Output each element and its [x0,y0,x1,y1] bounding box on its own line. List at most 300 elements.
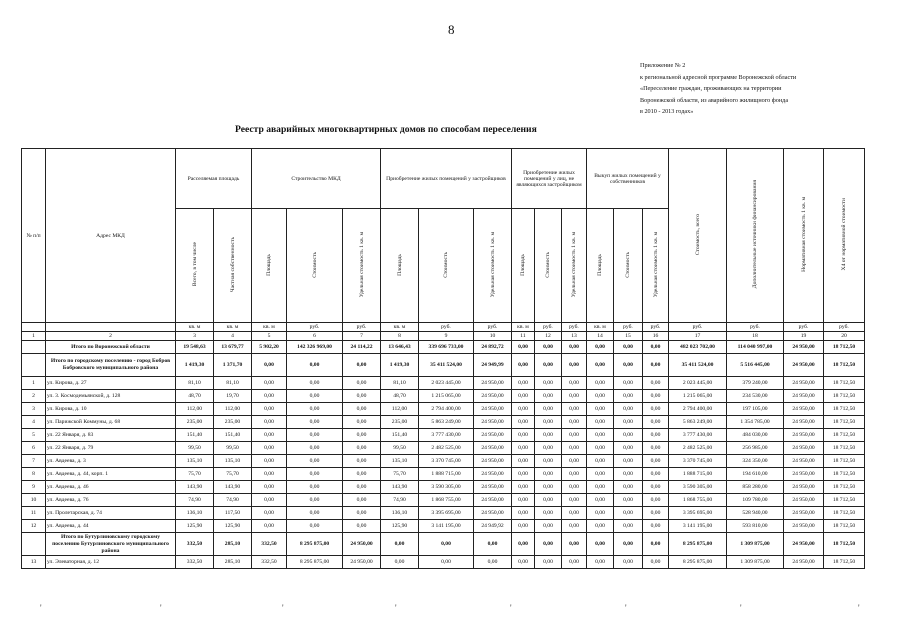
row-number-cell: 10 [22,494,46,507]
table-cell: 24 892,72 [474,341,512,354]
table-cell: 24 950,00 [474,507,512,520]
header-extra-funding: Дополнительные источники финансирования [727,149,784,323]
table-row [22,429,865,442]
table-cell: 1 215 065,00 [419,390,474,403]
table-cell: 528 940,00 [727,507,784,520]
column-number-cell: 3 [176,332,214,341]
table-cell: 24 950,00 [343,556,381,569]
table-cell: 332,50 [176,533,214,556]
table-cell: 74,90 [381,494,419,507]
table-cell: 3 590 305,00 [419,481,474,494]
header-unit-cost: Удельная стоимость 1 кв. м [562,209,587,323]
table-cell: 74,90 [176,494,214,507]
units-cell: кв. м [252,323,287,332]
table-cell: 24 950,00 [784,481,824,494]
address-cell: ул. Авдеева, д. 44 [46,520,176,533]
table-cell: 0,00 [252,429,287,442]
table-cell: 0,00 [535,377,562,390]
table-cell: 0,00 [562,429,587,442]
table-cell: 0,00 [381,533,419,556]
table-cell: 0,00 [614,494,643,507]
table-cell: 0,00 [587,507,614,520]
table-cell: 1 309 875,00 [727,533,784,556]
table-cell: 24 950,00 [784,403,824,416]
table-cell: 24 950,00 [474,442,512,455]
table-cell: 0,00 [287,429,343,442]
table-cell: 13 679,77 [214,341,252,354]
table-cell: 2 023 445,00 [419,377,474,390]
table-cell: 0,00 [587,403,614,416]
row-number-cell: 12 [22,520,46,533]
table-cell: 1 888 715,00 [669,468,727,481]
table-cell: 24 950,00 [784,533,824,556]
table-cell: 0,00 [587,494,614,507]
table-cell: 5 863 249,00 [669,416,727,429]
table-cell: 0,00 [587,520,614,533]
table-cell: 0,00 [614,507,643,520]
table-cell: 0,00 [343,377,381,390]
table-row [22,442,865,455]
table-cell: 18 712,50 [824,533,865,556]
subtotal-row [22,354,865,377]
table-cell: 48,70 [381,390,419,403]
table-cell: 0,00 [643,520,669,533]
table-cell: 5 516 445,00 [727,354,784,377]
table-cell: 197 105,00 [727,403,784,416]
column-number-row [22,332,865,341]
units-cell [22,323,46,332]
table-cell: 0,00 [587,455,614,468]
table-cell: 332,50 [252,533,287,556]
table-cell: 0,00 [535,390,562,403]
table-cell: 8 295 875,00 [287,533,343,556]
registry-table [21,148,865,569]
column-number-cell: 12 [535,332,562,341]
column-number-cell: 20 [824,332,865,341]
table-cell: 0,00 [287,468,343,481]
table-cell: 0,00 [562,403,587,416]
table-cell: 1 371,70 [214,354,252,377]
table-cell: 3 777 430,00 [669,429,727,442]
units-cell: руб. [643,323,669,332]
table-cell: 0,00 [614,468,643,481]
table-cell: 0,00 [614,533,643,556]
table-cell: 24 950,00 [784,455,824,468]
table-cell: 24 950,00 [784,416,824,429]
appendix-line: к региональной адресной программе Воронежской области [640,73,797,81]
table-cell: 24 950,00 [784,429,824,442]
header-construction: Строительство МКД [252,149,381,209]
table-cell: 0,00 [343,481,381,494]
table-cell: 81,10 [176,377,214,390]
table-cell: 3 370 745,00 [419,455,474,468]
table-cell: 0,00 [287,442,343,455]
row-number-cell: 4 [22,416,46,429]
table-cell: 0,00 [512,390,535,403]
table-cell: 0,00 [614,377,643,390]
table-cell: 0,00 [587,556,614,569]
table-cell: 24 950,00 [784,341,824,354]
header-max-cost: Х4 от нормативной стоимости [824,149,865,323]
table-cell: 0,00 [562,416,587,429]
row-number-cell [22,354,46,377]
table-cell: 24 950,00 [784,494,824,507]
table-cell: 0,00 [587,481,614,494]
row-number-cell: 7 [22,455,46,468]
table-cell: 324 350,00 [727,455,784,468]
table-cell: 1 354 785,00 [727,416,784,429]
table-cell: 0,00 [343,507,381,520]
table-cell: 0,00 [512,429,535,442]
table-cell: 0,00 [343,520,381,533]
units-cell: руб. [669,323,727,332]
table-cell: 24 950,00 [343,533,381,556]
address-cell: Итого по Бутурлиновскому городскому поселению Бутурлиновского муниципального района [46,533,176,556]
table-cell: 0,00 [512,520,535,533]
table-cell: 18 712,50 [824,390,865,403]
subtotal-row [22,533,865,556]
table-cell: 0,00 [252,390,287,403]
column-number-cell: 8 [381,332,419,341]
table-cell: 0,00 [587,416,614,429]
table-cell: 0,00 [643,556,669,569]
bottom-mark: ' [510,603,512,613]
row-number-cell [22,533,46,556]
table-cell: 0,00 [643,377,669,390]
table-cell: 0,00 [643,481,669,494]
address-cell: ул. 22 Января, д. 79 [46,442,176,455]
table-cell: 0,00 [614,416,643,429]
units-cell: руб. [562,323,587,332]
table-cell: 0,00 [614,481,643,494]
column-number-cell: 7 [343,332,381,341]
appendix-line: Воронежской области, из аварийного жилищного фонда [640,96,789,104]
page-number: 8 [448,22,455,37]
column-number-cell: 13 [562,332,587,341]
table-cell: 0,00 [512,354,535,377]
table-cell: 18 712,50 [824,468,865,481]
table-cell: 0,00 [252,442,287,455]
table-cell: 1 868 755,00 [419,494,474,507]
table-cell: 0,00 [643,390,669,403]
subtotal-row [22,341,865,354]
table-cell: 99,50 [176,442,214,455]
table-cell: 0,00 [587,533,614,556]
table-cell: 8 295 875,00 [669,556,727,569]
table-cell: 136,10 [176,507,214,520]
table-cell: 18 712,50 [824,520,865,533]
table-cell: 8 295 875,00 [287,556,343,569]
row-number-cell: 6 [22,442,46,455]
table-cell: 1 888 715,00 [419,468,474,481]
table-cell: 75,70 [381,468,419,481]
table-row [22,455,865,468]
table-cell: 0,00 [419,556,474,569]
table-cell: 0,00 [535,507,562,520]
table-cell: 0,00 [562,377,587,390]
column-number-cell: 19 [784,332,824,341]
column-number-cell: 17 [669,332,727,341]
table-cell: 0,00 [643,403,669,416]
header-norm-cost: Нормативная стоимость 1 кв. м [784,149,824,323]
table-cell: 0,00 [562,533,587,556]
units-cell: руб. [287,323,343,332]
table-cell: 0,00 [512,494,535,507]
table-cell: 0,00 [562,494,587,507]
table-cell: 19 548,63 [176,341,214,354]
table-cell: 18 712,50 [824,354,865,377]
table-cell: 0,00 [643,533,669,556]
column-number-cell: 16 [643,332,669,341]
table-cell: 858 280,00 [727,481,784,494]
table-cell: 332,50 [252,556,287,569]
table-cell: 0,00 [587,429,614,442]
header-cost: Стоимость [287,209,343,323]
header-unit-cost: Удельная стоимость 1 кв. м [343,209,381,323]
header-area: Площадь [252,209,287,323]
table-cell: 8 295 875,00 [669,533,727,556]
table-cell: 0,00 [343,468,381,481]
table-cell: 0,00 [343,429,381,442]
table-cell: 0,00 [643,354,669,377]
table-cell: 24 949,99 [474,354,512,377]
table-cell: 24 950,00 [784,390,824,403]
table-cell: 125,90 [214,520,252,533]
table-cell: 0,00 [343,390,381,403]
row-number-cell: 8 [22,468,46,481]
table-row [22,416,865,429]
table-cell: 142 326 969,00 [287,341,343,354]
table-cell: 18 712,50 [824,494,865,507]
table-cell: 24 950,00 [474,416,512,429]
table-cell: 0,00 [512,377,535,390]
row-number-cell: 9 [22,481,46,494]
table-cell: 0,00 [587,341,614,354]
row-number-cell: 2 [22,390,46,403]
header-area: Площадь [381,209,419,323]
table-cell: 125,90 [381,520,419,533]
address-cell: ул. Авдеева, д. 76 [46,494,176,507]
table-cell: 0,00 [643,442,669,455]
table-cell: 0,00 [535,520,562,533]
table-cell: 135,10 [381,455,419,468]
table-row [22,377,865,390]
address-cell: ул. Элеваторная, д. 12 [46,556,176,569]
table-cell: 0,00 [474,556,512,569]
bottom-mark: ' [395,603,397,613]
table-cell: 109 780,00 [727,494,784,507]
bottom-mark: ' [740,603,742,613]
header-unit-cost: Удельная стоимость 1 кв. м [643,209,669,323]
table-cell: 24 950,00 [474,403,512,416]
table-cell: 0,00 [287,481,343,494]
table-row [22,481,865,494]
table-cell: 0,00 [512,481,535,494]
table-cell: 18 712,50 [824,403,865,416]
row-number-cell: 3 [22,403,46,416]
table-cell: 0,00 [614,403,643,416]
table-cell: 0,00 [562,507,587,520]
table-cell: 35 411 524,00 [419,354,474,377]
header-unit-cost: Удельная стоимость 1 кв. м [474,209,512,323]
units-cell [46,323,176,332]
header-cost-total: Стоимость, всего [669,149,727,323]
table-cell: 332,50 [176,556,214,569]
table-cell: 0,00 [535,455,562,468]
address-cell: ул. Авдеева, д. 44, корп. 1 [46,468,176,481]
header-total-incl: Всего, в том числе [176,209,214,323]
address-cell: Итого по Воронежской области [46,341,176,354]
table-cell: 125,90 [176,520,214,533]
table-cell: 24 950,00 [474,377,512,390]
table-cell: 0,00 [587,468,614,481]
column-number-cell: 10 [474,332,512,341]
table-cell: 18 712,50 [824,481,865,494]
table-cell: 135,10 [214,455,252,468]
table-cell: 143,90 [381,481,419,494]
table-cell: 112,00 [381,403,419,416]
units-cell: кв. м [381,323,419,332]
table-cell: 3 141 195,00 [419,520,474,533]
table-cell: 24 950,00 [474,481,512,494]
table-cell: 0,00 [614,390,643,403]
table-cell: 3 590 305,00 [669,481,727,494]
table-cell: 0,00 [343,442,381,455]
column-number-cell: 18 [727,332,784,341]
table-cell: 3 370 745,00 [669,455,727,468]
table-cell: 24 950,00 [784,556,824,569]
table-cell: 0,00 [419,533,474,556]
table-cell: 114 040 997,00 [727,341,784,354]
units-cell: руб. [614,323,643,332]
table-cell: 0,00 [643,429,669,442]
table-cell: 0,00 [535,494,562,507]
table-cell: 235,00 [214,416,252,429]
table-row [22,494,865,507]
column-number-cell: 9 [419,332,474,341]
table-cell: 0,00 [287,507,343,520]
table-cell: 0,00 [512,403,535,416]
table-cell: 0,00 [287,377,343,390]
address-cell: ул. 3. Космодемьянской, д. 128 [46,390,176,403]
table-cell: 81,10 [214,377,252,390]
table-cell: 0,00 [287,494,343,507]
table-cell: 48,70 [176,390,214,403]
table-cell: 1 419,30 [176,354,214,377]
table-cell: 0,00 [343,416,381,429]
table-cell: 24 950,00 [474,429,512,442]
table-cell: 0,00 [535,556,562,569]
table-cell: 0,00 [287,520,343,533]
table-cell: 18 712,50 [824,341,865,354]
table-row [22,403,865,416]
document-title: Реестр аварийных многоквартирных домов по способам переселения [235,124,537,135]
table-cell: 151,40 [176,429,214,442]
table-cell: 112,00 [176,403,214,416]
address-cell: ул. Пролетарская, д. 74 [46,507,176,520]
table-cell: 35 411 524,00 [669,354,727,377]
table-cell: 2 023 445,00 [669,377,727,390]
table-cell: 18 712,50 [824,556,865,569]
table-cell: 0,00 [512,556,535,569]
table-cell: 0,00 [614,520,643,533]
units-cell: руб. [824,323,865,332]
units-cell: кв. м [587,323,614,332]
table-cell: 0,00 [587,354,614,377]
table-cell: 0,00 [643,468,669,481]
units-row [22,323,865,332]
table-cell: 24 950,00 [474,468,512,481]
table-cell: 74,90 [214,494,252,507]
header-non-developers: Приобретение жилых помещений у лиц, не являющихся застройщиком [512,149,587,209]
table-cell: 2 482 525,00 [669,442,727,455]
units-cell: руб. [727,323,784,332]
table-cell: 18 712,50 [824,455,865,468]
table-cell: 0,00 [252,507,287,520]
table-cell: 18 712,50 [824,377,865,390]
table-cell: 151,40 [381,429,419,442]
table-cell: 0,00 [614,354,643,377]
table-cell: 0,00 [643,455,669,468]
table-cell: 24 950,00 [474,390,512,403]
table-cell: 24 950,00 [474,455,512,468]
table-cell: 0,00 [252,520,287,533]
table-cell: 24 114,22 [343,341,381,354]
table-row [22,468,865,481]
table-cell: 2 794 400,00 [419,403,474,416]
row-number-cell [22,341,46,354]
table-cell: 285,10 [214,556,252,569]
table-cell: 135,10 [176,455,214,468]
table-cell: 0,00 [614,429,643,442]
appendix-note [640,60,900,118]
bottom-mark: ' [858,603,860,613]
table-cell: 18 712,50 [824,507,865,520]
table-cell: 0,00 [535,481,562,494]
header-num: № п/п [22,149,46,323]
table-cell: 0,00 [614,442,643,455]
table-cell: 0,00 [535,468,562,481]
table-cell: 0,00 [512,416,535,429]
table-cell: 2 794 400,00 [669,403,727,416]
table-cell: 0,00 [587,442,614,455]
table-cell: 0,00 [252,455,287,468]
header-area: Площадь [512,209,535,323]
table-cell: 0,00 [287,354,343,377]
table-cell: 0,00 [287,455,343,468]
table-cell: 75,70 [176,468,214,481]
table-cell: 136,10 [381,507,419,520]
table-cell: 0,00 [562,481,587,494]
units-cell: руб. [419,323,474,332]
table-cell: 0,00 [252,481,287,494]
header-resettled: Расселяемая площадь [176,149,252,209]
table-cell: 0,00 [512,455,535,468]
table-cell: 24 950,00 [474,494,512,507]
table-cell: 24 950,00 [784,520,824,533]
header-area: Площадь [587,209,614,323]
table-cell: 0,00 [535,354,562,377]
appendix-line: в 2010 - 2013 годах» [640,108,694,115]
table-cell: 0,00 [512,442,535,455]
table-cell: 1 309 875,00 [727,556,784,569]
table-cell: 0,00 [562,455,587,468]
table-cell: 81,10 [381,377,419,390]
table-cell: 24 950,00 [784,377,824,390]
table-cell: 0,00 [614,556,643,569]
header-developers: Приобретение жилых помещений у застройщиков [381,149,512,209]
table-cell: 5 863 249,00 [419,416,474,429]
